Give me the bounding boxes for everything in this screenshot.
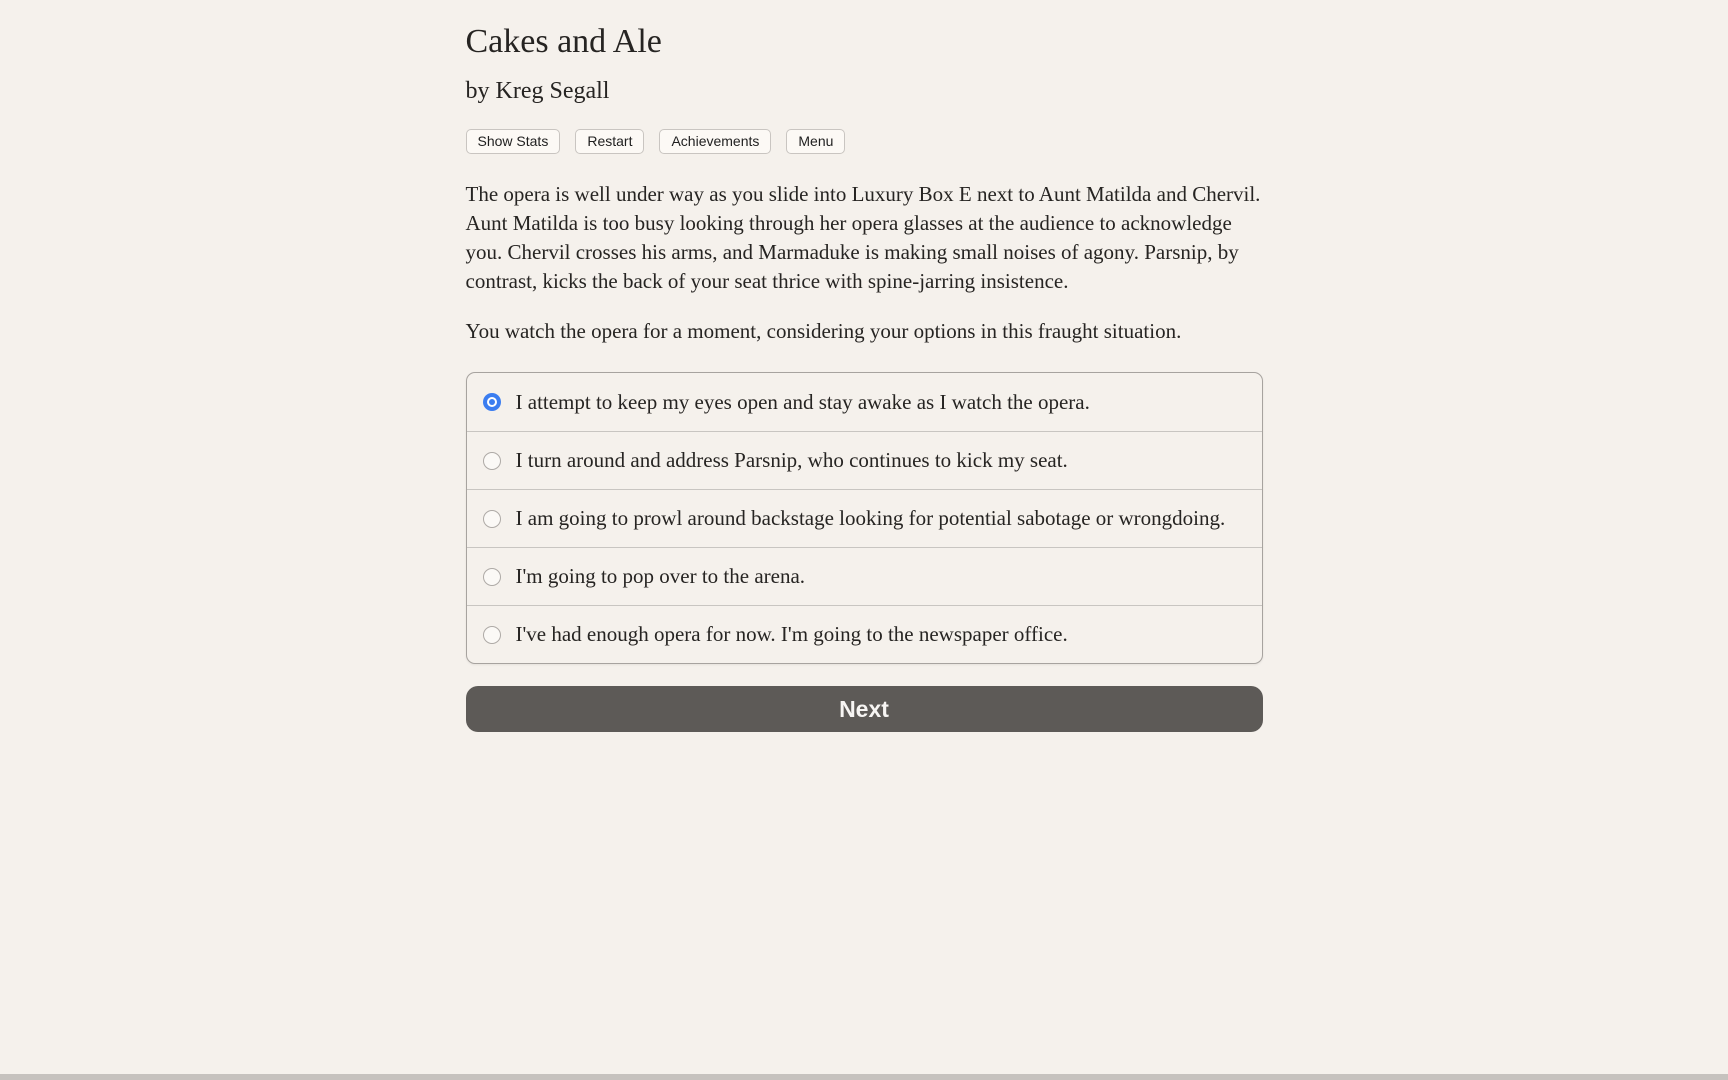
page-title: Cakes and Ale	[465, 23, 662, 60]
choice-option-1[interactable]	[467, 373, 1262, 431]
toolbar	[466, 129, 1263, 154]
choice-option-2[interactable]	[467, 431, 1262, 489]
story-text	[466, 180, 1263, 346]
choice-option-label: I turn around and address Parsnip, who continues to kick my seat.	[515, 448, 1068, 472]
choice-option-label: I've had enough opera for now. I'm going to the newspaper office.	[515, 622, 1068, 646]
menu-button[interactable]: Menu	[786, 129, 845, 154]
story-paragraph: The opera is well under way as you slide into Luxury Box E next to Aunt Matilda and Chervil. Aunt Matilda is too busy looking through her opera glasses at the audience to acknowledge you. Chervil crosses his arms, and Marmaduke is making small noises of agony. Parsnip, by contrast, kicks the back of your seat thrice with spine-jarring insistence.	[465, 182, 1261, 293]
radio-button-icon[interactable]	[483, 452, 501, 470]
choice-option-4[interactable]	[467, 547, 1262, 605]
radio-button-selected-icon[interactable]	[483, 393, 501, 411]
choice-option-5[interactable]	[467, 605, 1262, 663]
choice-option-3[interactable]	[467, 489, 1262, 547]
radio-button-icon[interactable]	[483, 568, 501, 586]
restart-button[interactable]: Restart	[575, 129, 644, 154]
choice-list	[466, 372, 1263, 664]
story-paragraph: You watch the opera for a moment, considering your options in this fraught situation.	[465, 319, 1182, 343]
game-content	[466, 0, 1263, 732]
radio-button-icon[interactable]	[483, 510, 501, 528]
show-stats-button[interactable]: Show Stats	[466, 129, 561, 154]
radio-button-icon[interactable]	[483, 626, 501, 644]
next-button[interactable]: Next	[466, 686, 1263, 732]
choice-option-label: I'm going to pop over to the arena.	[515, 564, 806, 588]
choice-option-label: I am going to prowl around backstage looking for potential sabotage or wrongdoing.	[515, 506, 1226, 530]
choice-option-label: I attempt to keep my eyes open and stay awake as I watch the opera.	[515, 389, 1090, 414]
author-byline: by Kreg Segall	[465, 78, 610, 104]
window-bottom-edge	[0, 1074, 1728, 1080]
achievements-button[interactable]: Achievements	[659, 129, 771, 154]
